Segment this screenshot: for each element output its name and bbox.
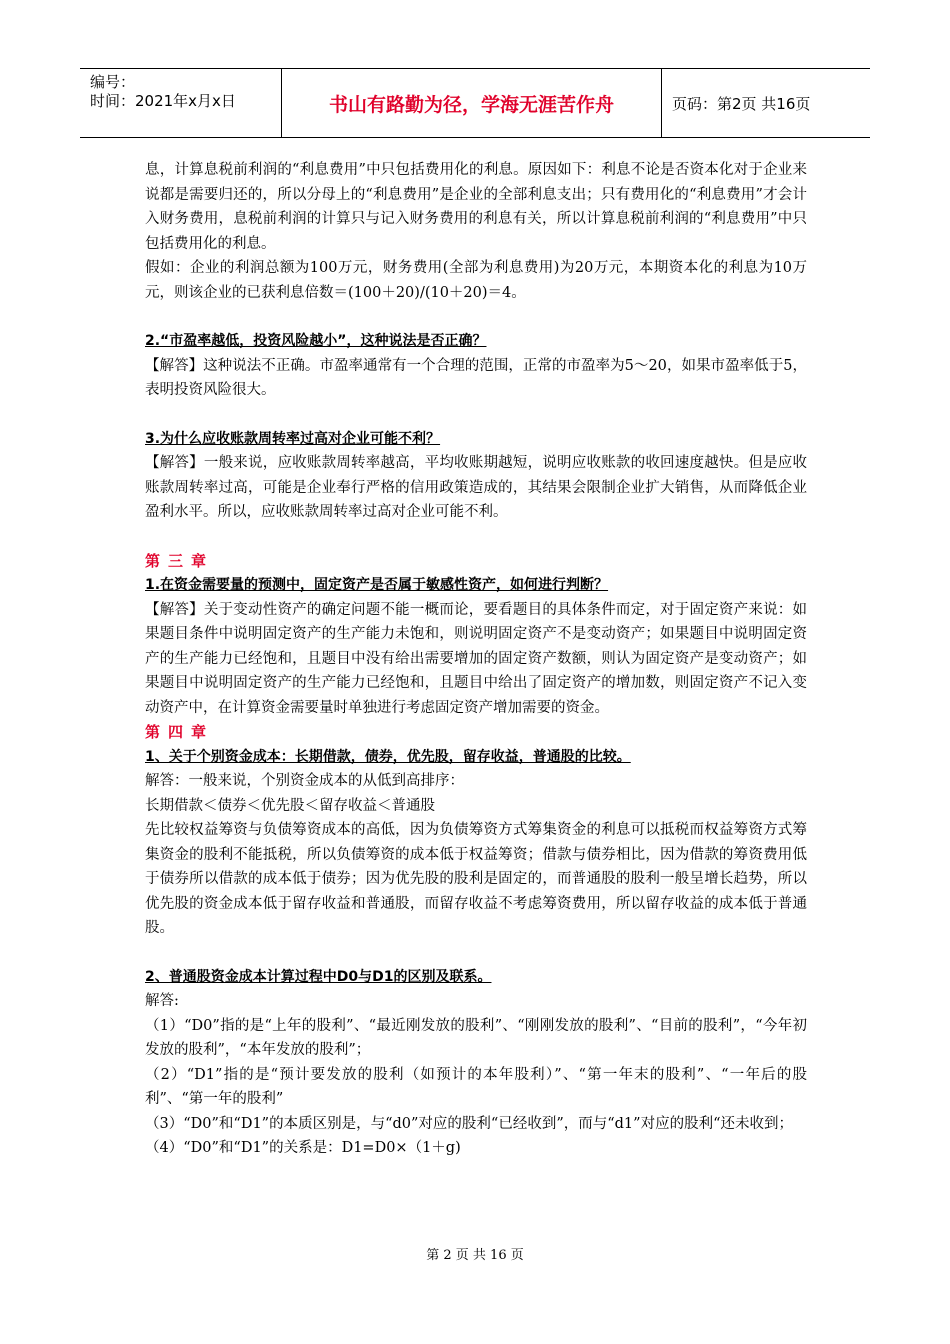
header-meta — [80, 69, 282, 137]
question-d0-d1 — [145, 965, 807, 990]
answer-explanation: 先比较权益筹资与负债筹资成本的高低，因为负债筹资方式筹集资金的利息可以抵税而权益筹资方式筹集资金的股利不能抵税，所以负债筹资的成本低于权益筹资；借款与债券相比，因为借款的筹资费用低于债券所以借款的成本低于债券；因为优先股的股利是固定的，而普通股的股利一般呈增长趋势，所以优先股的资金成本低于留存收益和普通股，而留存收益不考虑筹资费用，所以留存收益的成本低于普通股。 — [145, 822, 807, 936]
chapter-4-heading: 第四章 — [145, 723, 215, 741]
answer-receivables-turnover: 【解答】一般来说，应收账款周转率越高，平均收账期越短，说明应收账款的收回速度越快。但是应收账款周转率过高，可能是企业奉行严格的信用政策造成的，其结果会限制企业扩大销售，从而降低企业盈利水平。所以，应收账款周转率过高对企业可能不利。 — [145, 455, 807, 520]
header-page-info: 页码：第2页 共16页 — [672, 94, 811, 113]
time-label: 时间：2021年x月x日 — [90, 92, 236, 110]
paragraph-interest-expense: 息，计算息税前利润的“利息费用”中只包括费用化的利息。原因如下：利息不论是否资本化对于企业来说都是需要归还的，所以分母上的“利息费用”是企业的全部利息支出；只有费用化的“利息费用”才会计入财务费用，息税前利润的计算只与记入财务费用的利息有关，所以计算息税前利润的“利息费用”中只包括费用化的利息。 — [145, 162, 807, 252]
answer-item-1: （1）“D0”指的是“上年的股利”、“最近刚发放的股利”、“刚刚发放的股利”、“目前的股利”，“今年初发放的股利”，“本年发放的股利”； — [145, 1017, 807, 1058]
answer-item-4: （4）“D0”和“D1”的关系是：D1=D0×（1＋g) — [145, 1140, 461, 1156]
question-text: 1.在资金需要量的预测中，固定资产是否属于敏感性资产，如何进行判断？ — [145, 577, 609, 593]
answer-fixed-assets: 【解答】关于变动性资产的确定问题不能一概而论，要看题目的具体条件而定，对于固定资产来说：如果题目条件中说明固定资产的生产能力未饱和，则说明固定资产不是变动资产；如果题目中说明固定资产的生产能力已经饱和，且题目中没有给出需要增加的固定资产数额，则认为固定资产是变动资产；如果题目中说明固定资产的生产能力已经饱和，且题目中给出了固定资产的增加数，则固定资产不记入变动资产中，在计算资金需要量时单独进行考虑固定资产增加需要的资金。 — [145, 601, 807, 716]
question-text: 2.“市盈率越低，投资风险越小”，这种说法是否正确？ — [145, 333, 487, 349]
document-body — [145, 158, 807, 1161]
question-receivables-turnover — [145, 427, 807, 452]
question-capital-cost — [145, 745, 807, 770]
question-text: 2、普通股资金成本计算过程中D0与D1的区别及联系。 — [145, 968, 492, 985]
answer-intro: 解答：一般来说，个别资金成本的从低到高排序： — [145, 773, 464, 789]
answer-item-3: （3）“D0”和“D1”的本质区别是，与“d0”对应的股利“已经收到”，而与“d1”对应的股利“还未收到； — [145, 1115, 793, 1132]
answer-label: 解答: — [145, 993, 179, 1009]
question-fixed-assets — [145, 573, 807, 598]
header-motto: 书山有路勤为径，学海无涯苦作舟 — [282, 69, 662, 137]
question-text: 3.为什么应收账款周转率过高对企业可能不利？ — [145, 430, 441, 447]
answer-pe-ratio: 【解答】这种说法不正确。市盈率通常有一个合理的范围，正常的市盈率为5～20，如果市盈率低于5，表明投资风险很大。 — [145, 357, 807, 398]
question-text: 1、关于个别资金成本：长期借款，债券，优先股，留存收益，普通股的比较。 — [145, 748, 631, 765]
question-pe-ratio — [145, 329, 807, 354]
code-label: 编号： — [90, 73, 136, 91]
paragraph-example: 假如：企业的利润总额为100万元，财务费用(全部为利息费用)为20万元，本期资本化的利息为10万元，则该企业的已获利息倍数＝(100＋20)/(10＋20)＝4。 — [145, 260, 807, 301]
page-footer: 第 2 页 共 16 页 — [426, 1248, 524, 1263]
answer-item-2: （2）“D1”指的是“预计要发放的股利（如预计的本年股利）”、“第一年末的股利”、“一年后的股利”、“第一年的股利” — [145, 1066, 807, 1107]
answer-ranking: 长期借款＜债券＜优先股＜留存收益＜普通股 — [145, 797, 435, 814]
page-header — [80, 68, 870, 138]
chapter-3-heading: 第三章 — [145, 551, 215, 570]
